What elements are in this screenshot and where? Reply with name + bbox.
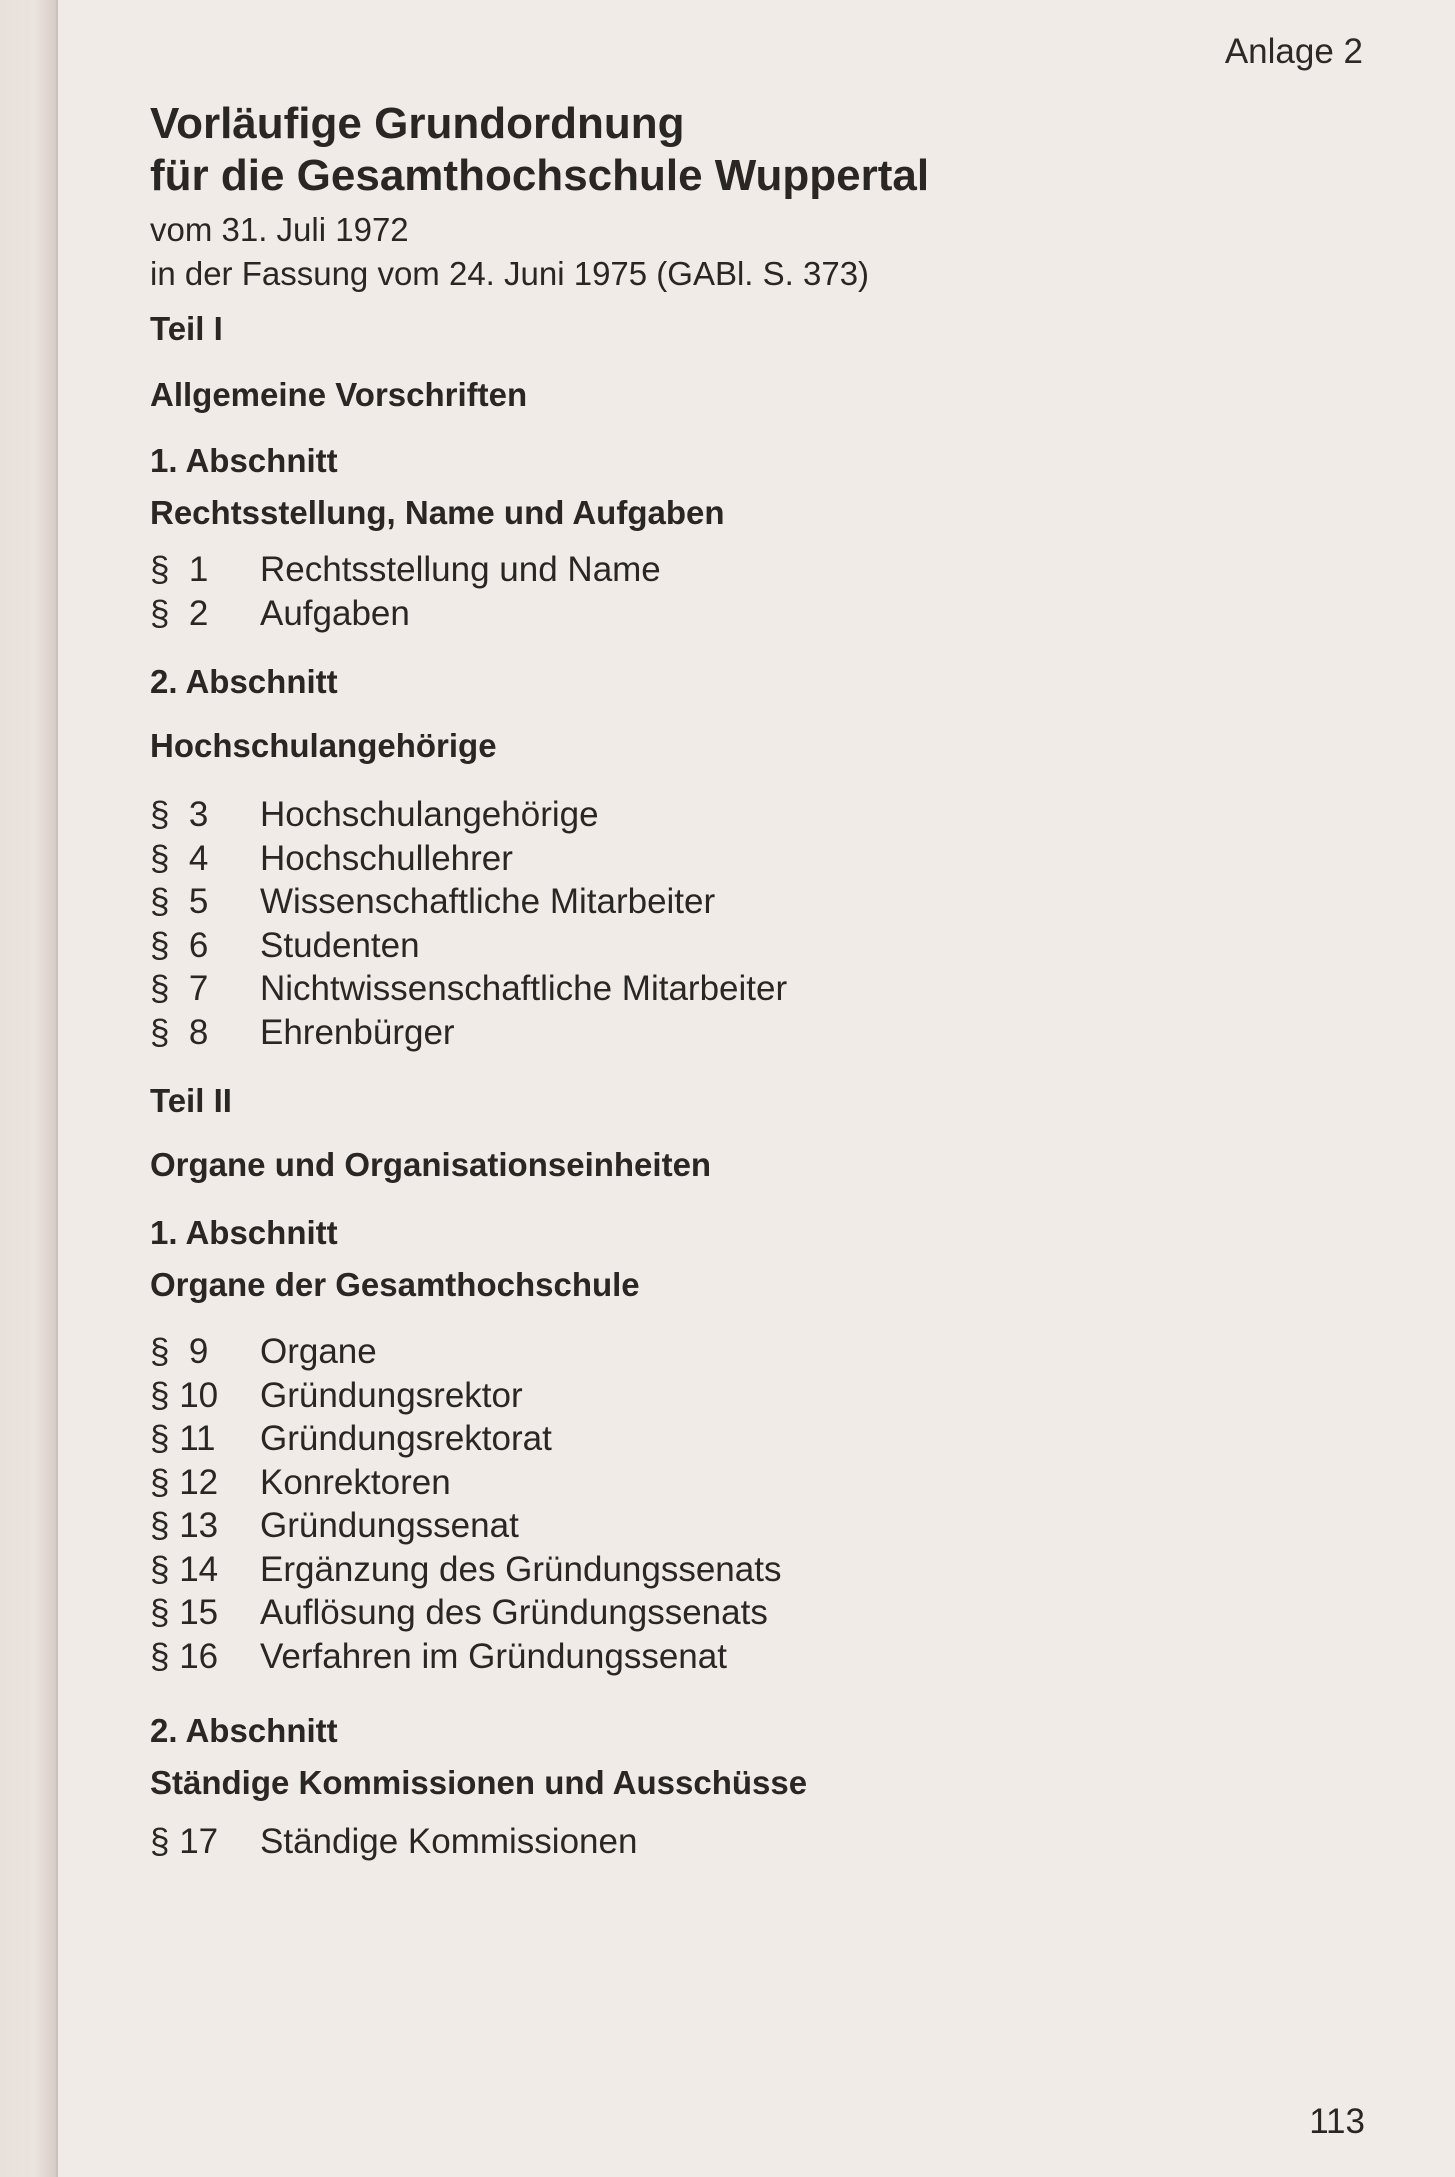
paragraph-number: § 2 — [150, 593, 209, 633]
page-number: 113 — [1309, 2102, 1365, 2141]
teil-2-abschnitt-1-entries — [150, 1330, 1350, 1678]
paragraph-title: Hochschullehrer — [260, 838, 513, 878]
document-title — [150, 98, 1350, 202]
toc-entry — [150, 1635, 1350, 1679]
paragraph-title: Verfahren im Gründungssenat — [260, 1636, 727, 1676]
paragraph-number: § 16 — [150, 1636, 219, 1676]
version-line: in der Fassung vom 24. Juni 1975 (GABl. S. 373) — [150, 255, 870, 292]
toc-entry — [150, 1011, 1350, 1055]
paragraph-number: § 12 — [150, 1462, 219, 1502]
toc-entry — [150, 967, 1350, 1011]
paragraph-number: § 1 — [150, 550, 209, 589]
toc-entry — [150, 1504, 1350, 1548]
date-line: vom 31. Juli 1972 — [150, 211, 409, 248]
teil-1-abschnitt-2-label: 2. Abschnitt — [150, 663, 338, 700]
paragraph-title: Studenten — [260, 925, 420, 965]
page-edge-shadow — [56, 0, 58, 2177]
paragraph-title: Organe — [260, 1332, 377, 1371]
toc-entry — [150, 1461, 1350, 1505]
toc-entry — [150, 548, 1350, 592]
toc-entry — [150, 880, 1350, 924]
teil-1-abschnitt-1-label: 1. Abschnitt — [150, 442, 338, 479]
paragraph-title: Ergänzung des Gründungssenats — [260, 1549, 782, 1589]
title-line-1: Vorläufige Grundordnung — [150, 99, 685, 148]
paragraph-title: Ehrenbürger — [260, 1012, 455, 1052]
teil-2-label: Teil II — [150, 1082, 232, 1119]
paragraph-title: Aufgaben — [260, 593, 410, 633]
toc-entry — [150, 592, 1350, 636]
toc-entry — [150, 1548, 1350, 1592]
paragraph-title: Nichtwissenschaftliche Mitarbeiter — [260, 969, 788, 1008]
teil-1-abschnitt-1-entries — [150, 548, 1350, 635]
paragraph-number: § 4 — [150, 838, 209, 878]
paragraph-number: § 8 — [150, 1012, 209, 1052]
title-line-2: für die Gesamthochschule Wuppertal — [150, 151, 930, 200]
toc-entry — [150, 837, 1350, 881]
paragraph-title: Konrektoren — [260, 1462, 451, 1502]
paragraph-number: § 11 — [150, 1419, 216, 1458]
paragraph-number: § 14 — [150, 1549, 219, 1589]
annex-label: Anlage 2 — [1224, 32, 1363, 71]
paragraph-title: Gründungsrektorat — [260, 1419, 552, 1458]
paragraph-title: Gründungssenat — [260, 1506, 519, 1545]
teil-2-abschnitt-1-title: Organe der Gesamthochschule — [150, 1266, 640, 1303]
paragraph-title: Ständige Kommissionen — [260, 1822, 638, 1861]
document-date-info — [150, 208, 1350, 296]
teil-2-abschnitt-2-title: Ständige Kommissionen und Ausschüsse — [150, 1764, 808, 1801]
toc-entry — [150, 1820, 1350, 1864]
teil-2-abschnitt-2-label: 2. Abschnitt — [150, 1712, 338, 1749]
teil-2-title: Organe und Organisationseinheiten — [150, 1146, 712, 1183]
toc-entry — [150, 924, 1350, 968]
teil-1-title: Allgemeine Vorschriften — [150, 376, 528, 413]
teil-2-abschnitt-1-label: 1. Abschnitt — [150, 1214, 338, 1251]
paragraph-title: Wissenschaftliche Mitarbeiter — [260, 882, 716, 921]
paragraph-title: Hochschulangehörige — [260, 795, 599, 834]
teil-1-abschnitt-1-title: Rechtsstellung, Name und Aufgaben — [150, 494, 725, 531]
paragraph-title: Gründungsrektor — [260, 1375, 523, 1415]
toc-entry — [150, 1374, 1350, 1418]
paragraph-number: § 7 — [150, 969, 209, 1008]
paragraph-title: Rechtsstellung und Name — [260, 550, 661, 589]
toc-entry — [150, 793, 1350, 837]
teil-1-abschnitt-2-entries — [150, 793, 1350, 1054]
paragraph-number: § 15 — [150, 1593, 219, 1632]
paragraph-number: § 6 — [150, 925, 209, 965]
paragraph-title: Auflösung des Gründungssenats — [260, 1593, 768, 1632]
paragraph-number: § 13 — [150, 1506, 219, 1545]
toc-entry — [150, 1417, 1350, 1461]
teil-2-abschnitt-2-entries — [150, 1820, 1350, 1864]
paragraph-number: § 10 — [150, 1375, 219, 1415]
toc-entry — [150, 1330, 1350, 1374]
paragraph-number: § 17 — [150, 1822, 219, 1861]
paragraph-number: § 5 — [150, 882, 209, 921]
document-content — [150, 98, 1350, 1864]
page-binding-edge — [0, 0, 58, 2177]
paragraph-number: § 3 — [150, 795, 209, 834]
teil-1-label: Teil I — [150, 310, 223, 347]
paragraph-number: § 9 — [150, 1332, 209, 1371]
toc-entry — [150, 1591, 1350, 1635]
teil-1-abschnitt-2-title: Hochschulangehörige — [150, 727, 497, 764]
